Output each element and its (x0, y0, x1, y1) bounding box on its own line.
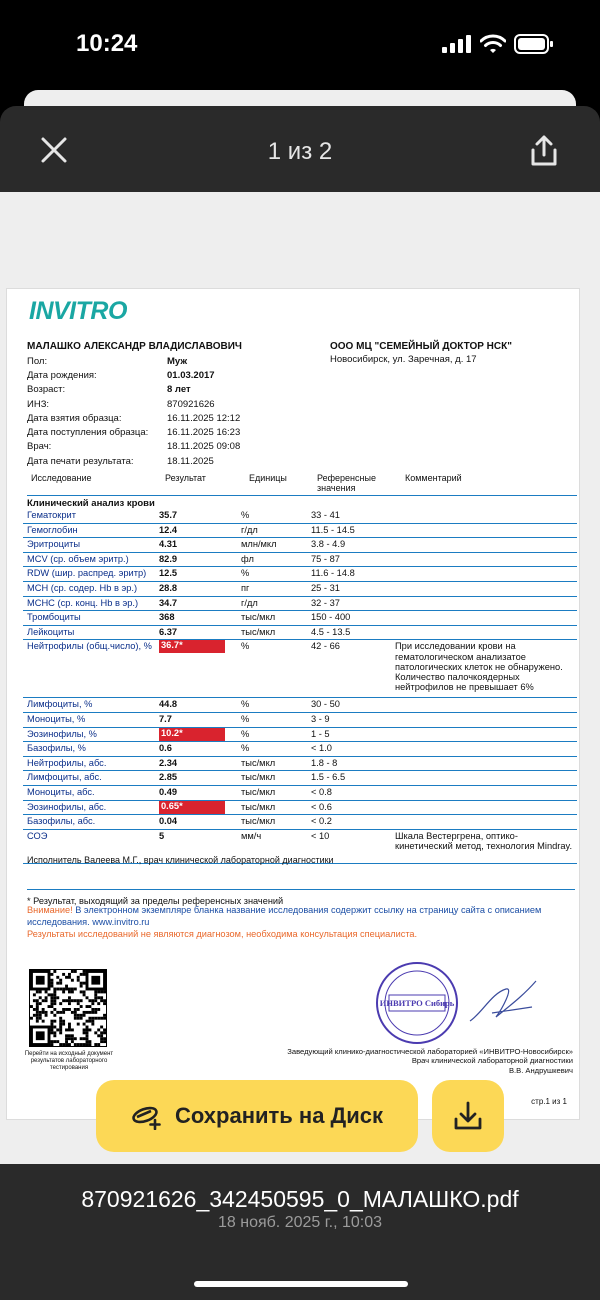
test-name[interactable]: Гемоглобин (27, 524, 78, 535)
header-reference-line2: значения (317, 483, 356, 493)
test-units: г/дл (241, 524, 258, 535)
test-reference: 3.8 - 4.9 (311, 539, 346, 550)
battery-icon (514, 34, 554, 54)
document-page (6, 288, 580, 1120)
header-units: Единицы (249, 473, 287, 483)
file-info-bar (0, 1164, 600, 1300)
cellular-signal-icon (442, 35, 472, 53)
test-result: 36.7* (159, 640, 225, 653)
table-row (23, 640, 577, 698)
test-result: 12.4 (159, 524, 178, 535)
test-units: фл (241, 553, 254, 564)
patient-field-label: Дата печати результата: (27, 455, 134, 467)
patient-field-value: 18.11.2025 (167, 455, 214, 467)
table-row (23, 597, 577, 612)
header-reference (317, 473, 376, 493)
home-indicator[interactable] (194, 1281, 408, 1287)
test-units: тыс/мкл (241, 786, 276, 797)
table-row (23, 771, 577, 786)
test-comment: При исследовании крови на гематологическом анализатое патологических клеток не обнаружено. Количество палочкоядерных нейтрофилов не превышает 6% (395, 641, 563, 693)
table-row (23, 728, 577, 743)
test-reference: 1.8 - 8 (311, 757, 338, 768)
table-row (23, 757, 577, 772)
patient-info (27, 341, 327, 468)
test-result: 0.49 (159, 786, 178, 797)
patient-field-row (27, 354, 327, 368)
viewer-toolbar (0, 106, 600, 192)
table-row (23, 538, 577, 553)
test-comment: Шкала Вестергрена, оптико-кинетический метод, технология Mindray. (395, 830, 573, 851)
save-to-disk-button[interactable] (96, 1080, 418, 1152)
share-icon[interactable] (528, 134, 560, 168)
status-icons (442, 34, 554, 54)
patient-field-row (27, 383, 327, 397)
clinic-name: ООО МЦ "СЕМЕЙНЫЙ ДОКТОР НСК" (330, 341, 512, 352)
header-result: Результат (165, 473, 206, 483)
patient-field-value: 16.11.2025 16:23 (167, 427, 241, 439)
test-name[interactable]: Базофилы, % (27, 743, 86, 754)
test-name[interactable]: MCV (ср. объем эритр.) (27, 553, 129, 564)
patient-field-label: Дата поступления образца: (27, 427, 149, 439)
test-reference: 75 - 87 (311, 553, 340, 564)
page-counter: 1 из 2 (267, 138, 333, 165)
patient-field-label: Врач: (27, 441, 52, 453)
test-reference: 25 - 31 (311, 582, 340, 593)
patient-field-row (27, 411, 327, 425)
test-reference: 3 - 9 (311, 713, 330, 724)
test-reference: < 0.2 (311, 816, 332, 827)
test-name[interactable]: Эозинофилы, % (27, 728, 97, 739)
patient-field-row (27, 440, 327, 454)
table-row (23, 524, 577, 539)
notice-text: В электронном экземпляре бланка название исследования содержит ссылку на страницу сайта с описанием исследования. www.invitro.ru (27, 905, 542, 927)
header-reference-line1: Референсные (317, 473, 376, 483)
patient-field-label: Возраст: (27, 384, 66, 396)
test-result: 44.8 (159, 699, 178, 710)
test-reference: < 0.8 (311, 786, 332, 797)
patient-name: МАЛАШКО АЛЕКСАНДР ВЛАДИСЛАВОВИЧ (27, 341, 242, 352)
test-name[interactable]: Эритроциты (27, 539, 81, 550)
clinic-info (330, 341, 570, 365)
clinic-address: Новосибирск, ул. Заречная, д. 17 (330, 354, 477, 365)
test-units: % (241, 510, 250, 520)
status-time: 10:24 (76, 30, 138, 57)
test-result: 28.8 (159, 582, 178, 593)
test-result: 368 (159, 612, 175, 623)
wifi-icon (480, 34, 506, 54)
test-result: 2.85 (159, 772, 178, 783)
test-name[interactable]: СОЭ (27, 830, 48, 841)
test-reference: 33 - 41 (311, 510, 340, 520)
test-result: 10.2* (159, 728, 225, 741)
table-row (23, 611, 577, 626)
table-row (23, 698, 577, 713)
test-result: 7.7 (159, 713, 172, 724)
patient-field-value: Муж (167, 355, 188, 367)
invitro-logo: INVITRO (29, 297, 127, 325)
notice-label: Внимание! (27, 905, 73, 915)
test-name[interactable]: RDW (шир. распред. эритр) (27, 568, 147, 579)
lab-head-line1: Заведующий клинико-диагностической лабораторией «ИНВИТРО-Новосибирск» (287, 1047, 573, 1056)
test-result: 0.04 (159, 816, 178, 827)
test-result: 0.65* (159, 801, 225, 814)
test-name[interactable]: Эозинофилы, абс. (27, 801, 107, 812)
page-number: стр.1 из 1 (531, 1097, 567, 1106)
patient-field-label: Пол: (27, 355, 48, 367)
test-units: тыс/мкл (241, 801, 276, 812)
test-units: тыс/мкл (241, 772, 276, 783)
test-units: пг (241, 582, 250, 593)
signature-icon (462, 973, 542, 1033)
table-row (23, 509, 577, 524)
section-title: Клинический анализ крови (27, 495, 577, 509)
test-result: 12.5 (159, 568, 178, 579)
test-name[interactable]: MCHC (ср. конц. Hb в эр.) (27, 597, 139, 608)
test-name[interactable]: Гематокрит (27, 510, 76, 520)
lab-head-line2: Врач клинической лабораторной диагностики (411, 1056, 573, 1066)
test-name[interactable]: Базофилы, абс. (27, 816, 96, 827)
test-units: % (241, 699, 250, 710)
patient-field-row (27, 454, 327, 468)
table-row (23, 567, 577, 582)
test-reference: 11.5 - 14.5 (311, 524, 355, 535)
test-units: % (241, 713, 250, 724)
test-units: тыс/мкл (241, 626, 276, 637)
test-units: млн/мкл (241, 539, 277, 550)
patient-field-value: 01.03.2017 (167, 369, 215, 381)
executor-line: Исполнитель Валеева М.Г., врач клинической лабораторной диагностики (27, 855, 334, 865)
test-name[interactable]: Лейкоциты (27, 626, 75, 637)
document-viewport[interactable] (0, 192, 600, 1164)
test-result: 6.37 (159, 626, 178, 637)
test-result: 82.9 (159, 553, 178, 564)
patient-field-row (27, 368, 327, 382)
test-reference: 32 - 37 (311, 597, 340, 608)
patient-field-value: 16.11.2025 12:12 (167, 412, 241, 424)
stamp-icon (375, 961, 459, 1045)
test-reference: 42 - 66 (311, 641, 340, 652)
notice-block (27, 905, 575, 940)
test-units: г/дл (241, 597, 258, 608)
test-units: % (241, 728, 250, 739)
patient-field-label: ИНЗ: (27, 398, 50, 410)
test-name[interactable]: Моноциты, абс. (27, 786, 95, 797)
test-result: 5 (159, 830, 165, 841)
disclaimer: Результаты исследований не являются диагнозом, необходима консультация специалиста. (27, 928, 418, 939)
disk-save-icon (131, 1102, 163, 1130)
file-name: 870921626_342450595_0_МАЛАШКО.pdf (81, 1186, 519, 1212)
patient-field-value: 870921626 (167, 398, 215, 410)
test-units: тыс/мкл (241, 816, 276, 827)
test-result: 4.31 (159, 539, 178, 550)
table-row (23, 815, 577, 830)
test-name[interactable]: Нейтрофилы (общ.число), % (27, 641, 152, 652)
test-reference: 150 - 400 (311, 612, 351, 623)
results-table (23, 509, 577, 864)
download-button[interactable] (432, 1080, 504, 1152)
test-name[interactable]: MCH (ср. содер. Hb в эр.) (27, 582, 138, 593)
download-icon (432, 1080, 504, 1152)
patient-field-value: 8 лет (167, 384, 191, 396)
test-units: тыс/мкл (241, 612, 276, 623)
table-row (23, 801, 577, 816)
test-units: % (241, 641, 250, 652)
qr-caption: Перейти на исходный документ результатов лабораторного тестирования (24, 1051, 114, 1071)
test-result: 35.7 (159, 510, 178, 520)
flag-legend: * Результат, выходящий за пределы референсных значений (27, 889, 575, 906)
test-name[interactable]: Тромбоциты (27, 612, 81, 623)
qr-code-icon[interactable] (29, 969, 107, 1047)
lab-head-block (237, 1047, 573, 1075)
test-units: % (241, 568, 250, 579)
header-comment: Комментарий (405, 473, 462, 483)
patient-field-row (27, 425, 327, 439)
file-date: 18 нояб. 2025 г., 10:03 (218, 1214, 382, 1231)
test-name[interactable]: Нейтрофилы, абс. (27, 757, 107, 768)
test-name[interactable]: Моноциты, % (27, 713, 86, 724)
patient-field-row (27, 397, 327, 411)
lab-head-line3: В.В. Андрушкевич (508, 1065, 573, 1075)
patient-field-value: 18.11.2025 09:08 (167, 441, 241, 453)
test-reference: < 0.6 (311, 801, 332, 812)
table-row (23, 582, 577, 597)
test-result: 2.34 (159, 757, 178, 768)
patient-field-label: Дата взятия образца: (27, 412, 122, 424)
test-reference: 4.5 - 13.5 (311, 626, 351, 637)
test-name[interactable]: Лимфоциты, % (27, 699, 93, 710)
table-row (23, 553, 577, 568)
test-result: 0.6 (159, 743, 172, 754)
patient-field-label: Дата рождения: (27, 369, 97, 381)
test-units: % (241, 743, 250, 754)
save-to-disk-label: Сохранить на Диск (175, 1103, 383, 1128)
table-row (23, 786, 577, 801)
test-reference: 1 - 5 (311, 728, 330, 739)
table-row (23, 742, 577, 757)
test-units: мм/ч (241, 830, 262, 841)
header-test: Исследование (31, 473, 92, 483)
test-reference: < 10 (311, 830, 330, 841)
table-row (23, 713, 577, 728)
test-units: тыс/мкл (241, 757, 276, 768)
test-reference: < 1.0 (311, 743, 332, 754)
table-row (23, 626, 577, 641)
test-name[interactable]: Лимфоциты, абс. (27, 772, 102, 783)
test-reference: 30 - 50 (311, 699, 340, 710)
status-bar (0, 0, 600, 92)
test-reference: 11.6 - 14.8 (311, 568, 355, 579)
test-reference: 1.5 - 6.5 (311, 772, 346, 783)
stamp-text: ИНВИТРО Сибирь (379, 998, 455, 1008)
test-result: 34.7 (159, 597, 178, 608)
